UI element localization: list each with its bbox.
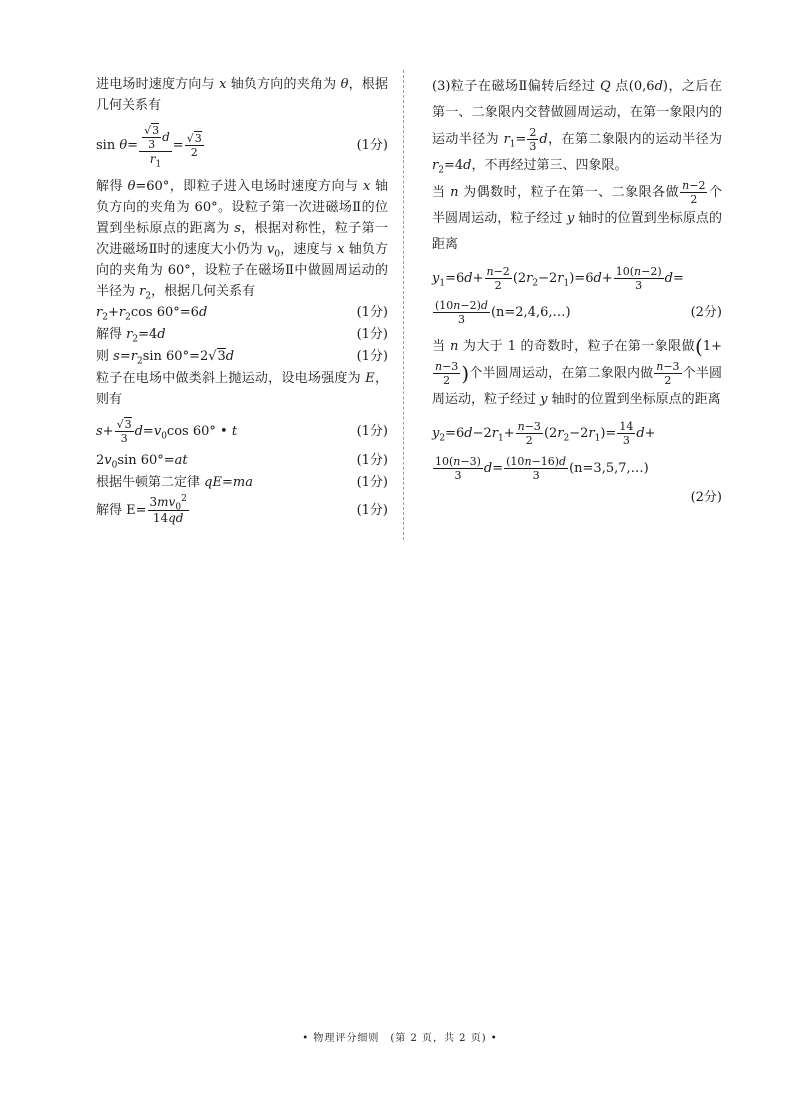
left-derivation-paragraph: 解得 θ=60°，即粒子进入电场时速度方向与 x 轴负方向的夹角为 60°。设粒子第一次进磁场Ⅱ的位置到坐标原点的距离为 s，根据对称性，粒子第一次进磁场Ⅱ时的速度大小仍为 $v_0$，速度与 x 轴负方向的夹角为 60°，设粒子在磁场Ⅱ中做圆周运动的半径为 $r_2$，根据几何关系有 — [96, 179, 389, 302]
equation-e: 解得 E= $\frac{3mv_0^2}{14qd}$ (1分) — [96, 494, 388, 528]
equation-s: 则 $s=r_2\sin$ 60°=2√3d (1分) — [96, 346, 388, 368]
page-footer: • 物理评分细则 (第 2 页，共 2 页) • — [302, 1033, 498, 1044]
score-point: (2分) — [690, 305, 722, 320]
label-solve: 解得 — [96, 327, 123, 342]
equation-r2-sum: $r_2+r_2\cos$ 60°=6d (1分) — [96, 302, 388, 324]
score-point: (1分) — [356, 503, 388, 518]
left-intro-paragraph: 进电场时速度方向与 x 轴负方向的夹角为 θ，根据几何关系有 — [96, 77, 388, 113]
score-point: (1分) — [356, 138, 388, 153]
equation-s-displacement: s+ $\frac{√3}{3}$ $d=v_0\cos$ 60° • t (1分) — [96, 414, 388, 450]
equation-y2-result: $\frac{10(n-3)}{3}$ d= $\frac{(10n-16)d}{3}$ (n=3,5,7,…) — [435, 455, 649, 482]
equation-y1: $y_1=6d+$ $\frac{n-2}{2}$ $(2r_2-2r_1)=6d+$ $\frac{10(n-2)}{3}$ d= — [432, 265, 684, 292]
even-case-paragraph: 当 n 为偶数时，粒子在第一、二象限各做 $\frac{n-2}{2}$ 个半圆周运动，粒子经过 y 轴时的位置到坐标原点的距离 — [432, 179, 722, 252]
score-point: (1分) — [356, 475, 388, 490]
label-newton: 根据牛顿第二定律 — [96, 475, 201, 490]
score-point: (1分) — [356, 327, 388, 342]
equation-sin-theta: sin θ= $\frac{√3}{3}$ d $r_1$ = $\frac{√3}{2}$ (1分) — [96, 120, 388, 172]
column-divider — [403, 70, 404, 540]
score-point: (2分) — [690, 490, 722, 505]
equation-velocity: $2v_0\sin$ 60°=at (1分) — [96, 450, 388, 472]
label-solve-e: 解得 E= — [96, 503, 147, 518]
equation-y1-result: $\frac{(10n-2)d}{3}$ (n=2,4,6,…) (2分) — [432, 296, 722, 330]
right-column — [432, 74, 722, 508]
score-point: (1分) — [356, 424, 388, 439]
score-point: (1分) — [356, 349, 388, 364]
left-column — [96, 74, 388, 528]
score-point: (1分) — [356, 453, 388, 468]
odd-case-paragraph: 当 n 为大于 1 的奇数时，粒子在第一象限做(1+ $\frac{n-3}{2}$ )个半圆周运动，在第二象限内做 $\frac{n-3}{2}$ 个半圆周运动，粒子经过 y 轴时的位置到坐标原点的距离 — [432, 334, 722, 407]
left-field-paragraph: 粒子在电场中做类斜上抛运动，设电场强度为 E，则有 — [96, 371, 388, 407]
label-then: 则 — [96, 349, 110, 364]
score-point: (1分) — [356, 305, 388, 320]
equation-y2: $y_2=6d-2r_1+$ $\frac{n-3}{2}$ $(2r_2-2r_1)=$ $\frac{14}{3}$ d+ — [432, 420, 656, 447]
range-even: (n=2,4,6,…) — [490, 305, 571, 320]
equation-r2: 解得 $r_2=4d$ (1分) — [96, 324, 388, 346]
right-intro-paragraph: (3)粒子在磁场Ⅱ偏转后经过 Q 点(0,6d)，之后在第一、二象限内交替做圆周运动，在第一象限内的运动半径为 $r_1=$ $\frac{2}{3}$ d，在第二象限内的运动半径为 $r_2=4d$，不再经过第三、四象限。 — [432, 79, 722, 176]
range-odd: (n=3,5,7,…) — [569, 461, 649, 476]
equation-newton: 根据牛顿第二定律 qE=ma (1分) — [96, 472, 388, 494]
